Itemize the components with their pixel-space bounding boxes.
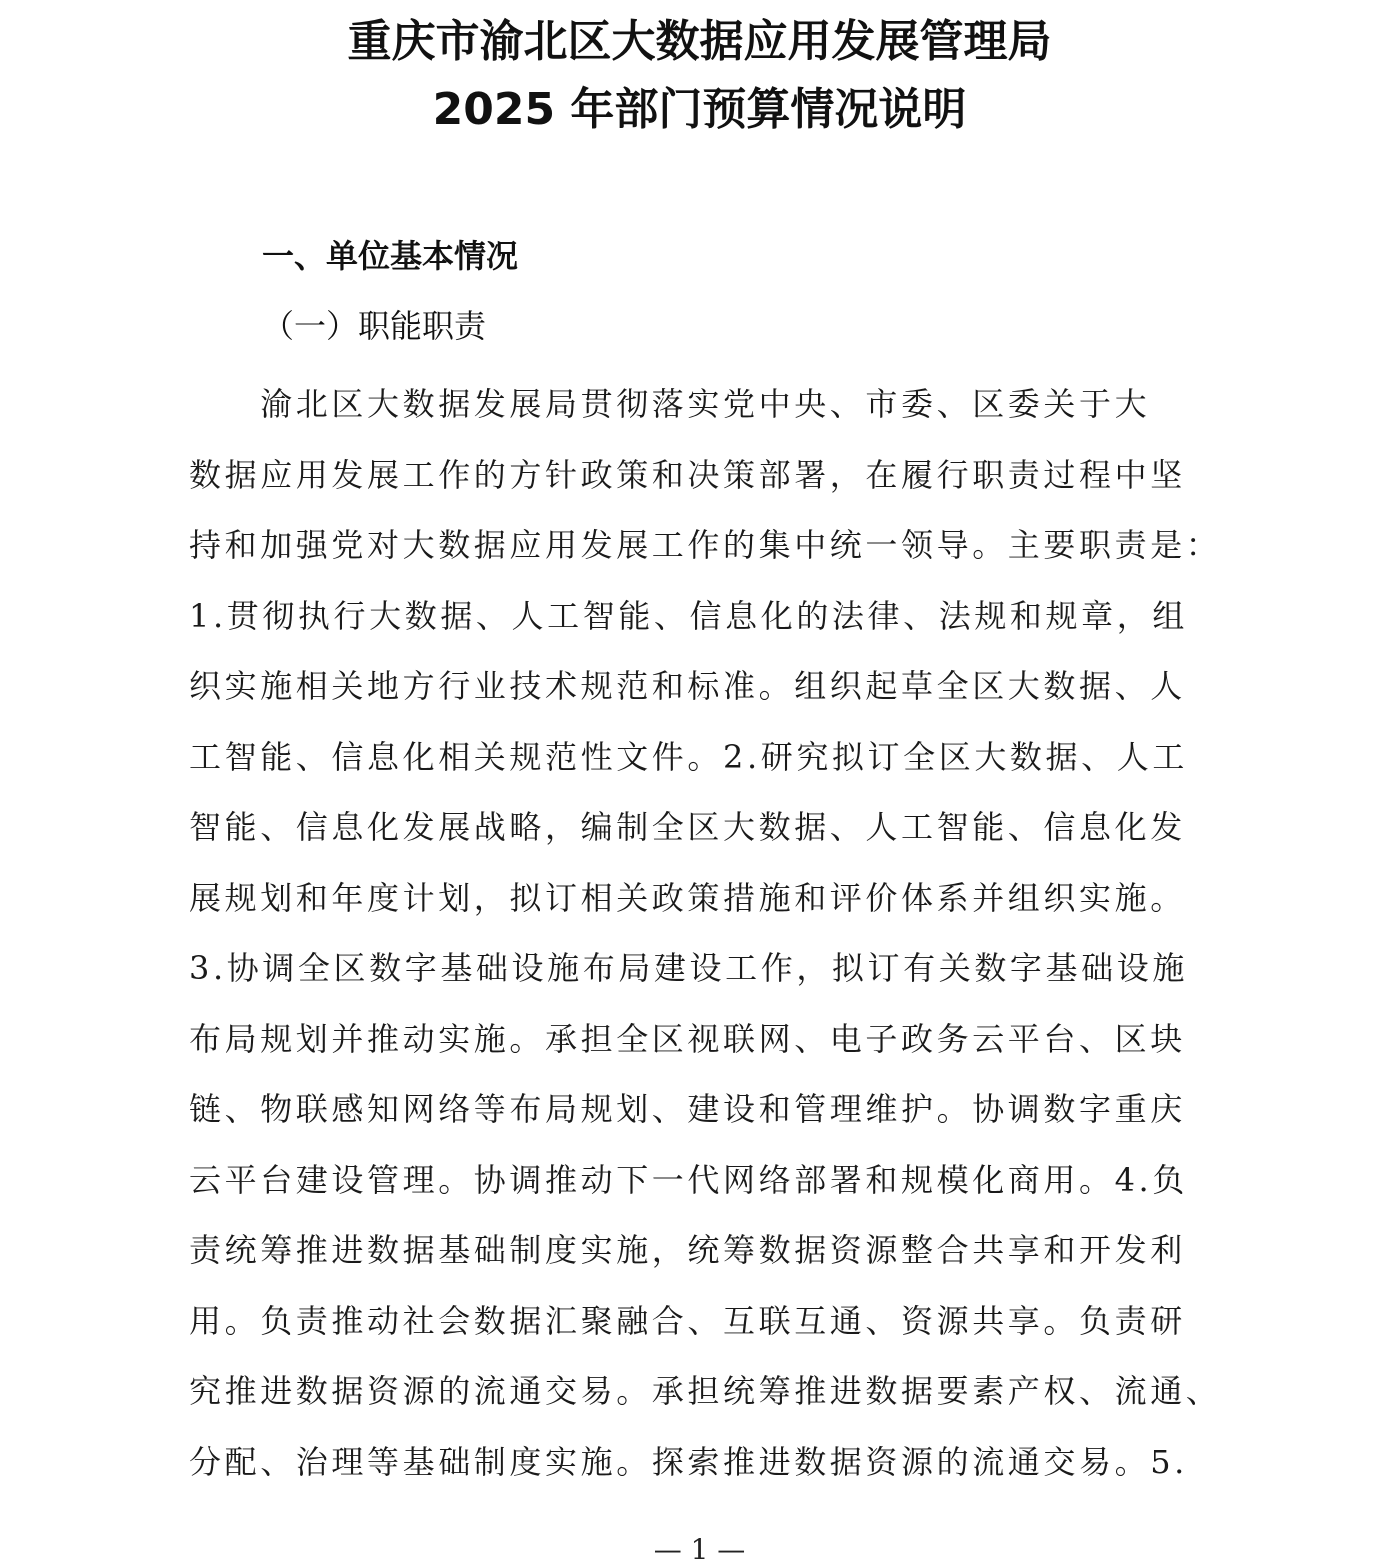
- document-title-line-1: 重庆市渝北区大数据应用发展管理局: [347, 16, 1052, 67]
- body-line: 织实施相关地方行业技术规范和标准。组织起草全区大数据、人: [189, 667, 1186, 705]
- document-title-line-2: 2025 年部门预算情况说明: [432, 84, 967, 135]
- body-line: 用。负责推动社会数据汇聚融合、互联互通、资源共享。负责研: [189, 1301, 1186, 1340]
- section-heading-basic-info: 一、单位基本情况: [262, 237, 519, 275]
- body-line: 布局规划并推动实施。承担全区视联网、电子政务云平台、区块: [189, 1019, 1186, 1058]
- body-line: 分配、治理等基础制度实施。探索推进数据资源的流通交易。5.: [189, 1442, 1188, 1481]
- body-line: 持和加强党对大数据应用发展工作的集中统一领导。主要职责是：: [189, 526, 1222, 564]
- body-line: 数据应用发展工作的方针政策和决策部署，在履行职责过程中坚: [189, 455, 1186, 494]
- body-line: 1.贯彻执行大数据、人工智能、信息化的法律、法规和规章，组: [189, 596, 1188, 635]
- subsection-heading-duties: （一）职能职责: [262, 307, 487, 345]
- body-line: 云平台建设管理。协调推动下一代网络部署和规模化商用。4.负: [189, 1160, 1188, 1199]
- body-paragraph: [189, 369, 1229, 1497]
- body-line: 工智能、信息化相关规范性文件。2.研究拟订全区大数据、人工: [189, 737, 1188, 776]
- body-line: 展规划和年度计划，拟订相关政策措施和评价体系并组织实施。: [189, 878, 1186, 917]
- body-line: 3.协调全区数字基础设施布局建设工作，拟订有关数字基础设施: [189, 949, 1188, 987]
- body-line: 链、物联感知网络等布局规划、建设和管理维护。协调数字重庆: [189, 1090, 1186, 1128]
- body-line: 智能、信息化发展战略，编制全区大数据、人工智能、信息化发: [189, 808, 1186, 846]
- page-number: — 1 —: [653, 1533, 746, 1566]
- body-line: 渝北区大数据发展局贯彻落实党中央、市委、区委关于大: [189, 385, 1151, 423]
- body-line: 责统筹推进数据基础制度实施，统筹数据资源整合共享和开发利: [189, 1231, 1186, 1269]
- body-line: 究推进数据资源的流通交易。承担统筹推进数据要素产权、流通、: [189, 1372, 1222, 1410]
